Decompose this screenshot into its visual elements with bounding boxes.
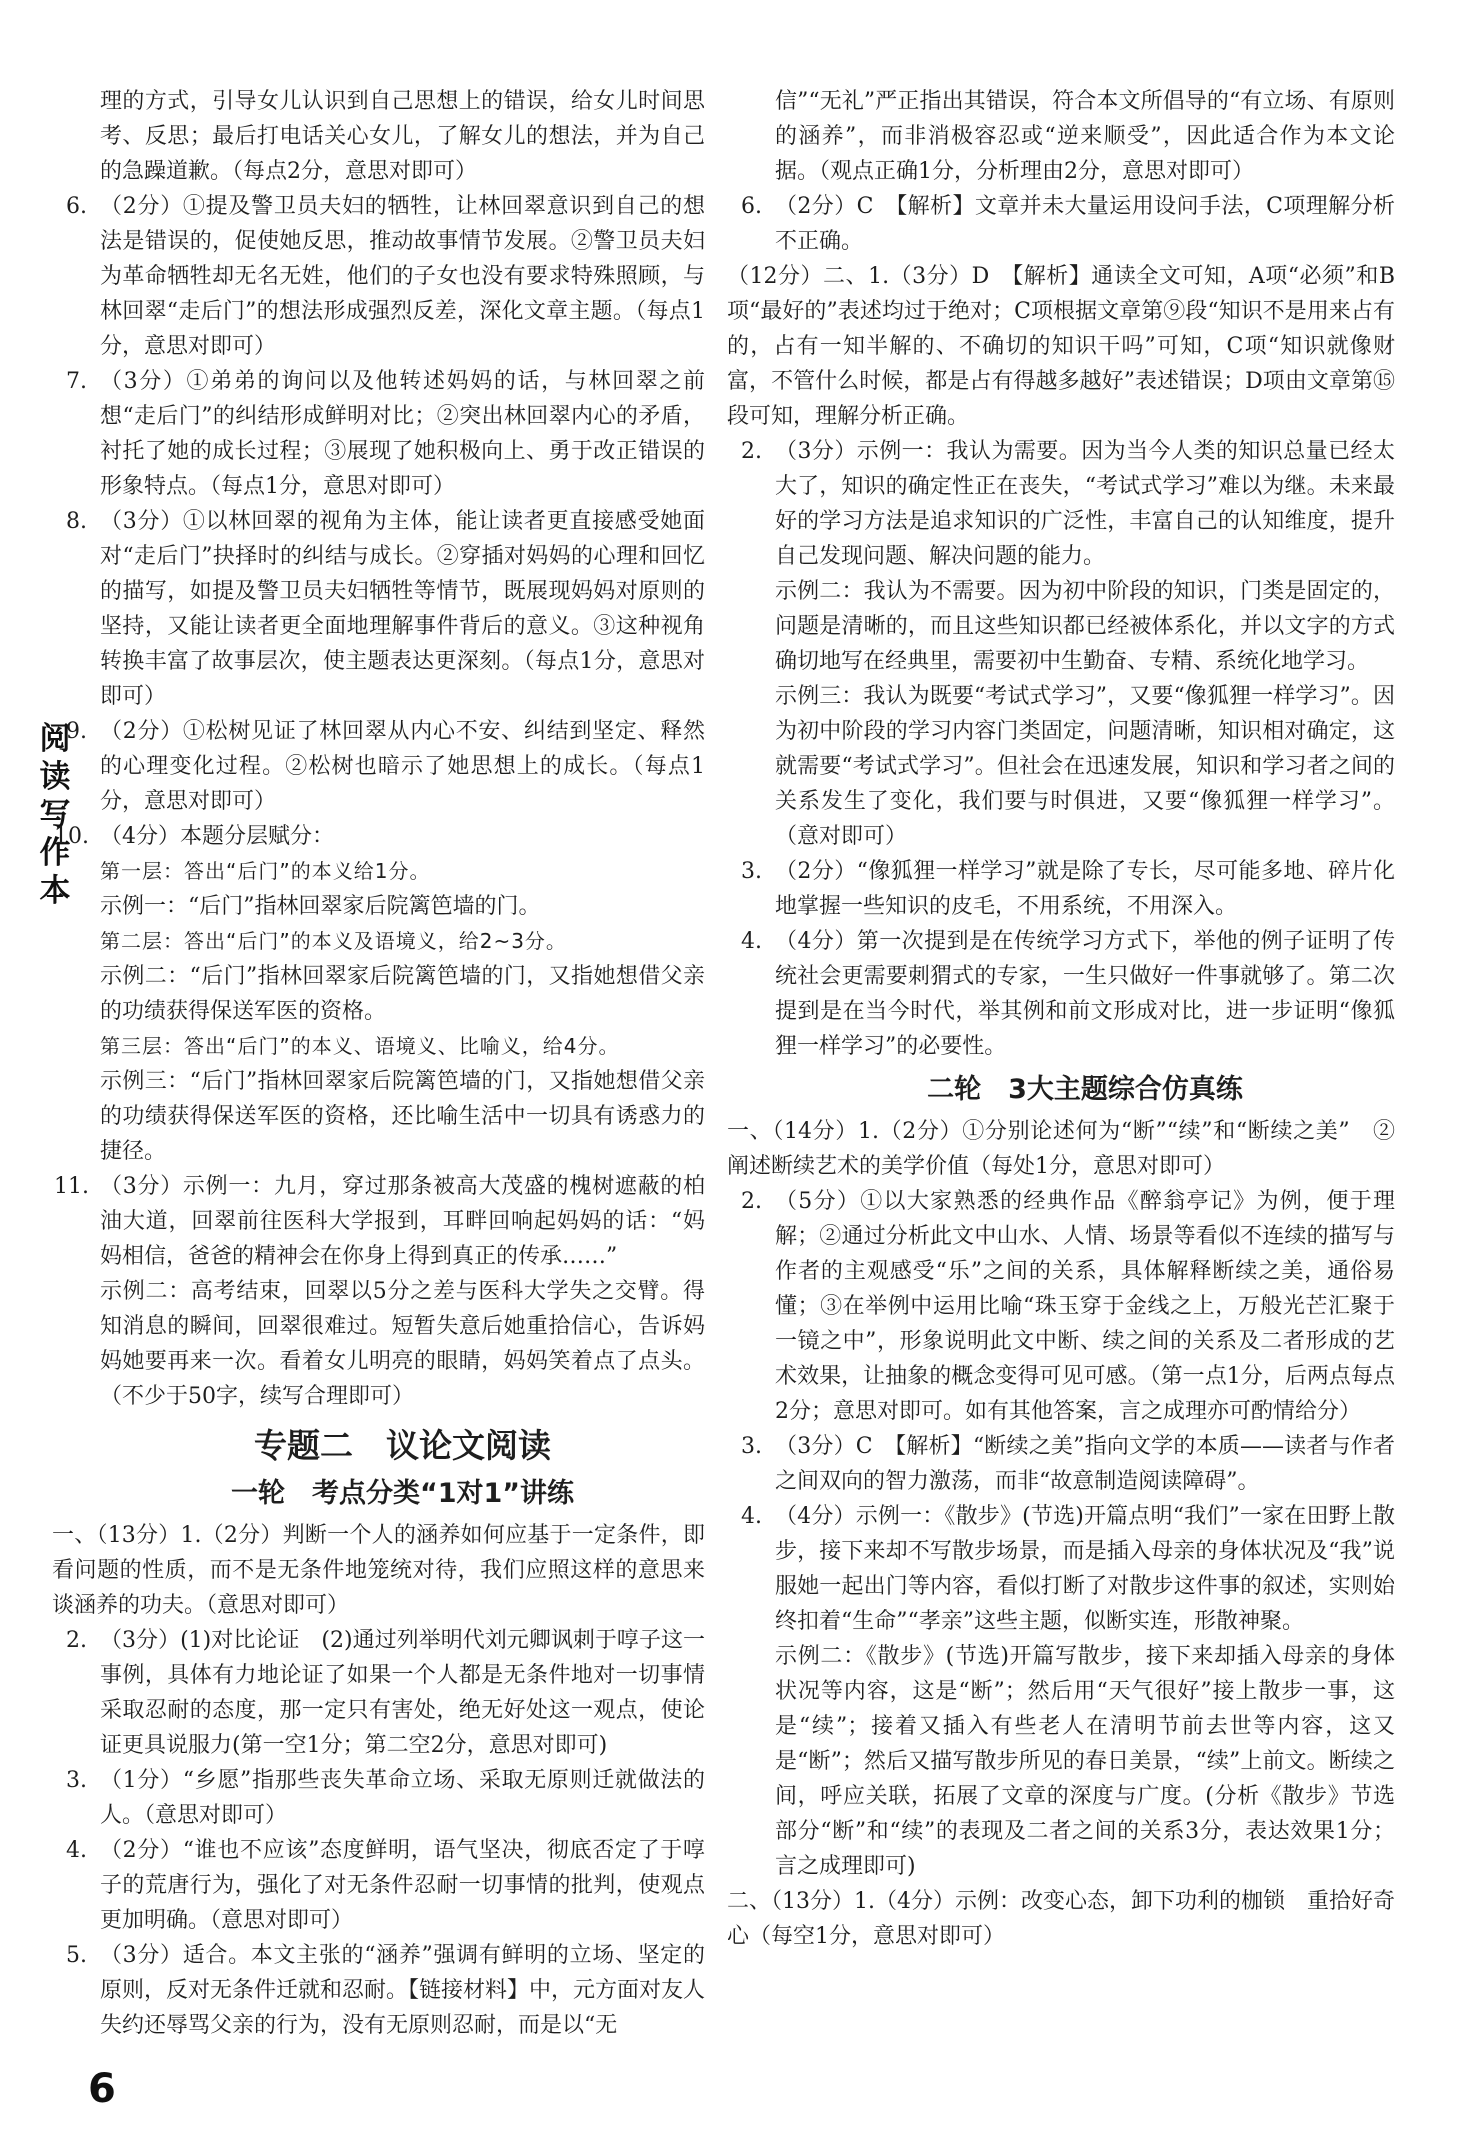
section-title: 专题二 议论文阅读: [254, 1426, 551, 1465]
answer-text: （3分）①弟弟的询问以及他转述妈妈的话，与林回翠之前想“走后门”的纠结形成鲜明对比；②突出林回翠内心的矛盾，衬托了她的成长过程；③展现了她积极向上、勇于改正错误的形象特点。（每点1分，意思对即可）: [100, 369, 705, 499]
answer-number: 2.: [741, 439, 762, 464]
answer-text: （4分）第一次提到是在传统学习方式下，举他的例子证明了传统社会更需要刺猬式的专家，一生只做好一件事就够了。第二次提到是在当今时代，举其例和前文形成对比，进一步证明“像狐狸一样学习”的必要性。: [775, 929, 1395, 1059]
answer-number: 2.: [66, 1628, 87, 1653]
example-3: 示例三：“后门”指林回翠家后院篱笆墙的门，又指她想借父亲的功绩获得保送军医的资格，还比喻生活中一切具有诱惑力的捷径。: [100, 1069, 705, 1164]
answer-number: 2.: [741, 1189, 762, 1214]
answer-number: 10.: [54, 824, 89, 849]
part-two-answer-1: [727, 259, 1395, 434]
section-answer-3: [66, 1763, 705, 1833]
answer-text: （1分）“乡愿”指那些丧失革命立场、采取无原则迁就做法的人。（意思对即可）: [100, 1768, 705, 1828]
round-two-answer-4: [741, 1499, 1395, 1639]
answer-3: [741, 854, 1395, 924]
example-2: 示例二：《散步》(节选)开篇写散步，接下来却插入母亲的身体状况等内容，这是“断”；然后用“天气很好”接上散步一事，这是“续”；接着又插入有些老人在清明节前去世等内容，这又是“断”；然后又描写散步所见的春日美景，“续”上前文。断续之间，呼应关联，拓展了文章的深度与广度。(分析《散步》节选部分“断”和“续”的表现及二者之间的关系3分，表达效果1分；言之成理即可): [775, 1644, 1395, 1879]
answer-4: [741, 924, 1395, 1064]
section-answer-5: [66, 1938, 706, 2043]
round-two-title: 二轮 3大主题综合仿真练: [927, 1074, 1243, 1105]
answer-10: [54, 819, 705, 854]
answer-text: （5分）①以大家熟悉的经典作品《醉翁亭记》为例，便于理解；②通过分析此文中山水、人情、场景等看似不连续的描写与作者的主观感受“乐”之间的关系，具体解释断续之美，通俗易懂；③在举例中运用比喻“珠玉穿于金线之上，万般光芒汇聚于一镜之中”，形象说明此文中断、续之间的关系及二者形成的艺术效果，让抽象的概念变得可见可感。（第一点1分，后两点每点2分；意思对即可。如有其他答案，言之成理亦可酌情给分）: [775, 1189, 1395, 1424]
answer-text: （2分）C 【解析】文章并未大量运用设问手法，C项理解分析不正确。: [775, 194, 1395, 254]
answer-text: （3分）C 【解析】“断续之美”指向文学的本质——读者与作者之间双向的智力激荡，而非“故意制造阅读障碍”。: [775, 1434, 1395, 1494]
section-answer-4: [66, 1833, 705, 1938]
answer-text: （2分）“谁也不应该”态度鲜明，语气坚决，彻底否定了于啍子的荒唐行为，强化了对无条件忍耐一切事情的批判，使观点更加明确。（意思对即可）: [100, 1838, 705, 1933]
round-two-part-two: 二、（13分）1.（4分）示例：改变心态，卸下功利的枷锁 重拾好奇心（每空1分，意思对即可）: [727, 1889, 1395, 1949]
round-two-answer-2: [741, 1184, 1395, 1429]
answer-number: 3.: [741, 1434, 762, 1459]
answer-11: [54, 1169, 705, 1274]
answer-2: [741, 434, 1395, 574]
section-answer-2: [66, 1623, 705, 1763]
scoring-level-1: 第一层：答出“后门”的本义给1分。: [100, 859, 431, 883]
side-label: 阅读写作本: [39, 721, 71, 909]
answer-text: （3分）适合。本文主张的“涵养”强调有鲜明的立场、坚定的原则，反对无条件迁就和忍耐。【链接材料】中，元方面对友人失约还辱骂父亲的行为，没有无原则忍耐，而是以“无: [100, 1943, 706, 2038]
subsection-title: 一轮 考点分类“1对1”讲练: [230, 1478, 575, 1509]
answer-continuation: 理的方式，引导女儿认识到自己思想上的错误，给女儿时间思考、反思；最后打电话关心女儿，了解女儿的想法，并为自己的急躁道歉。（每点2分，意思对即可）: [100, 89, 705, 184]
answer-9: [66, 714, 705, 819]
answer-8: [66, 504, 705, 714]
round-two-answer-3: [741, 1429, 1395, 1499]
answer-number: 8.: [66, 509, 87, 534]
answer-number: 5.: [66, 1943, 87, 1968]
answer-continuation: 信”“无礼”严正指出其错误，符合本文所倡导的“有立场、有原则的涵养”，而非消极容忍或“逆来顺受”，因此适合作为本文论据。（观点正确1分，分析理由2分，意思对即可）: [775, 89, 1395, 184]
answer-text: （2分）①松树见证了林回翠从内心不安、纠结到坚定、释然的心理变化过程。②松树也暗示了她思想上的成长。（每点1分，意思对即可）: [100, 719, 705, 814]
answer-number: 3.: [66, 1768, 87, 1793]
answer-number: 4.: [741, 929, 762, 954]
answer-score: （12分）: [727, 264, 824, 289]
page-number: 6: [88, 2066, 116, 2112]
answer-number: 7.: [66, 369, 87, 394]
answer-text: （2分）“像狐狸一样学习”就是除了专长，尽可能多地、碎片化地掌握一些知识的皮毛，不用系统，不用深入。: [775, 859, 1395, 919]
answer-number: 4.: [741, 1504, 762, 1529]
answer-number: 9.: [66, 719, 87, 744]
answer-text: （3分）示例一：九月，穿过那条被高大茂盛的槐树遮蔽的柏油大道，回翠前往医科大学报到，耳畔回响起妈妈的话：“妈妈相信，爸爸的精神会在你身上得到真正的传承……”: [100, 1174, 705, 1269]
answer-number: 3.: [741, 859, 762, 884]
answer-text: （3分）(1)对比论证 (2)通过列举明代刘元卿讽刺于啍子这一事例，具体有力地论证了如果一个人都是无条件地对一切事情采取忍耐的态度，那一定只有害处，绝无好处这一观点，使论证更具说服力(第一空1分；第二空2分，意思对即可): [100, 1628, 705, 1758]
example-2: 示例二：“后门”指林回翠家后院篱笆墙的门，又指她想借父亲的功绩获得保送军医的资格。: [100, 964, 705, 1024]
example-1: 示例一：“后门”指林回翠家后院篱笆墙的门。: [100, 894, 541, 919]
example-2: 示例二：我认为不需要。因为初中阶段的知识，门类是固定的，问题是清晰的，而且这些知识都已经被体系化，并以文字的方式确切地写在经典里，需要初中生勤奋、专精、系统化地学习。: [775, 579, 1395, 674]
answer-text: （2分）①提及警卫员夫妇的牺牲，让林回翠意识到自己的想法是错误的，促使她反思，推动故事情节发展。②警卫员夫妇为革命牺牲却无名无姓，他们的子女也没有要求特殊照顾，与林回翠“走后门”的想法形成强烈反差，深化文章主题。（每点1分，意思对即可）: [100, 194, 705, 359]
example-2-continuation: 示例二：高考结束，回翠以5分之差与医科大学失之交臂。得知消息的瞬间，回翠很难过。短暂失意后她重拾信心，告诉妈妈她要再来一次。看着女儿明亮的眼睛，妈妈笑着点了点头。（不少于50字，续写合理即可）: [100, 1279, 705, 1409]
answer-text: （3分）①以林回翠的视角为主体，能让读者更直接感受她面对“走后门”抉择时的纠结与成长。②穿插对妈妈的心理和回忆的描写，如提及警卫员夫妇牺牲等情节，既展现妈妈对原则的坚持，又能让读者更全面地理解事件背后的意义。③这种视角转换丰富了故事层次，使主题表达更深刻。（每点1分，意思对即可）: [100, 509, 705, 709]
answer-number: 11.: [54, 1174, 89, 1199]
answer-text: 二、1.（3分）D 【解析】通读全文可知，A项“必须”和B项“最好的”表述均过于绝对；C项根据文章第⑨段“知识不是用来占有的，占有一知半解的、不确切的知识干吗”可知，C项“知识就像财富，不管什么时候，都是占有得越多越好”表述错误；D项由文章第⑮段可知，理解分析正确。: [727, 264, 1395, 429]
right-column: [727, 84, 1395, 1954]
answer-text: （4分）示例一：《散步》(节选)开篇点明“我们”一家在田野上散步，接下来却不写散步场景，而是插入母亲的身体状况及“我”说服她一起出门等内容，看似打断了对散步这件事的叙述，实则始终扣着“生命”“孝亲”这些主题，似断实连，形散神聚。: [775, 1504, 1395, 1634]
answer-7: [66, 364, 705, 504]
answer-number: 6.: [66, 194, 87, 219]
answer-text: （3分）示例一：我认为需要。因为当今人类的知识总量已经太大了，知识的确定性正在丧失，“考试式学习”难以为继。未来最好的学习方法是追求知识的广泛性，丰富自己的认知维度，提升自己发现问题、解决问题的能力。: [775, 439, 1395, 569]
answer-number: 6.: [741, 194, 762, 219]
scoring-level-3: 第三层：答出“后门”的本义、语境义、比喻义，给4分。: [100, 1034, 620, 1058]
section-answer-1: 一、（13分）1.（2分）判断一个人的涵养如何应基于一定条件，即看问题的性质，而不是无条件地笼统对待，我们应照这样的意思来谈涵养的功夫。（意思对即可）: [52, 1523, 705, 1618]
example-3: 示例三：我认为既要“考试式学习”，又要“像狐狸一样学习”。因为初中阶段的学习内容门类固定，问题清晰，知识相对确定，这就需要“考试式学习”。但社会在迅速发展，知识和学习者之间的关系发生了变化，我们要与时俱进，又要“像狐狸一样学习”。（意对即可）: [775, 684, 1395, 849]
scoring-level-2: 第二层：答出“后门”的本义及语境义，给2~3分。: [100, 929, 567, 953]
round-two-answer-1: 一、（14分）1.（2分）①分别论述何为“断”“续”和“断续之美” ②阐述断续艺术的美学价值（每处1分，意思对即可）: [727, 1119, 1395, 1179]
answer-text: （4分）本题分层赋分：: [100, 824, 334, 849]
answer-6: [741, 189, 1395, 259]
answer-6: [66, 189, 705, 364]
answer-number: 4.: [66, 1838, 87, 1863]
